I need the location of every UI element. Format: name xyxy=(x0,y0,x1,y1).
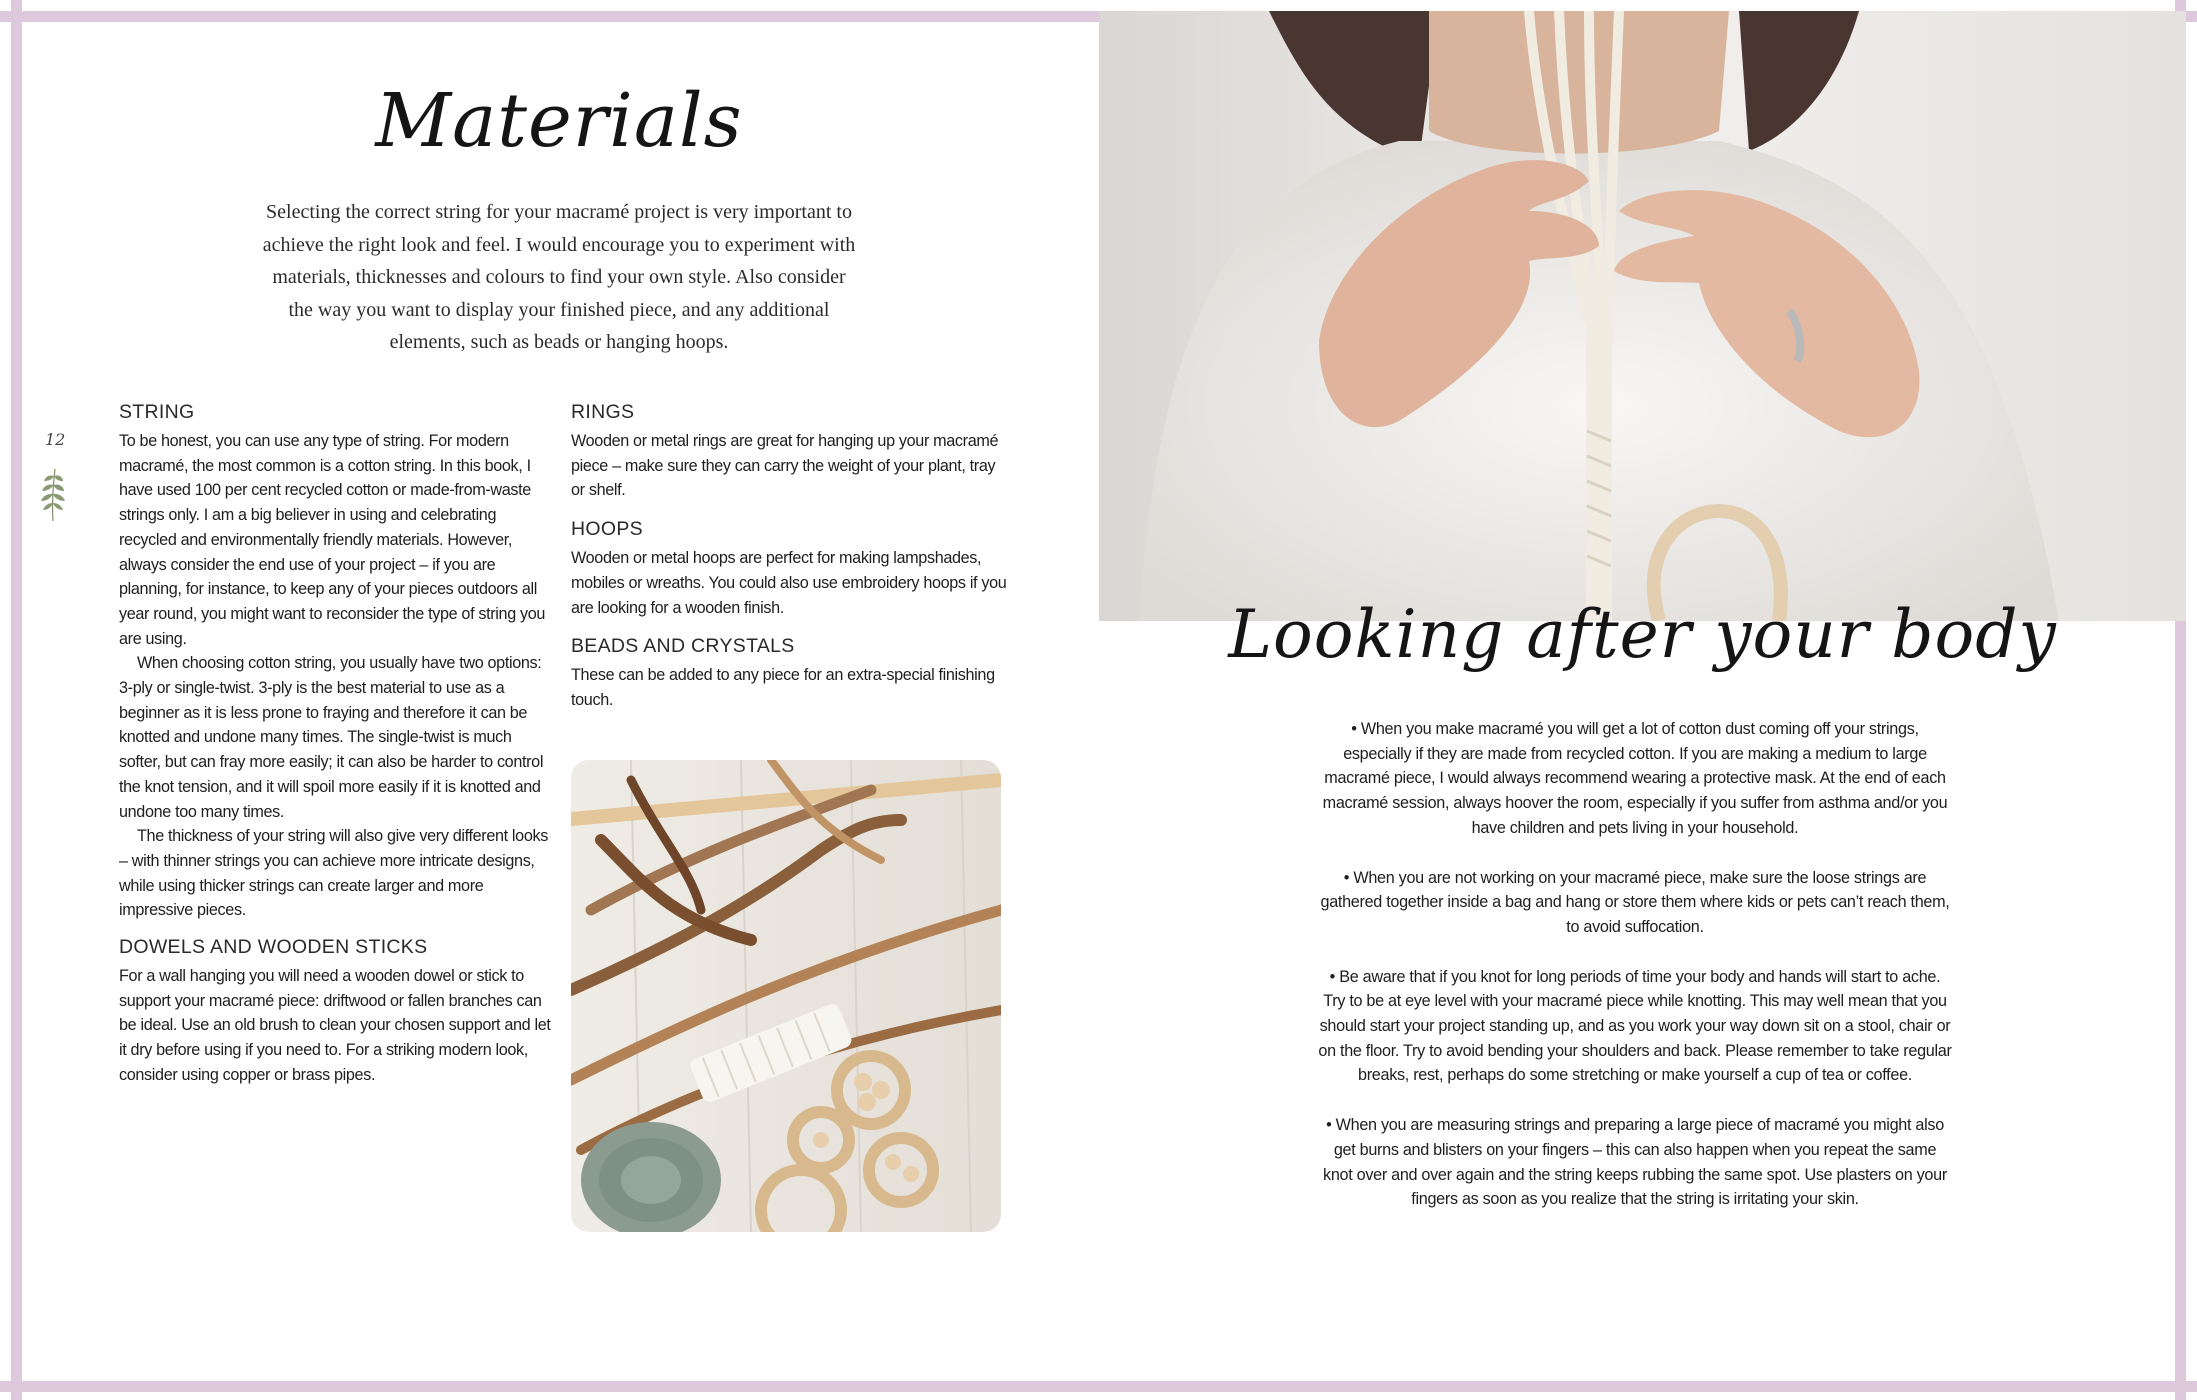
wooden-sticks-photo xyxy=(571,760,1001,1232)
materials-column-right xyxy=(571,400,1007,713)
beads-heading: BEADS AND CRYSTALS xyxy=(571,635,795,658)
beads-body: These can be added to any piece for an extra-special finishing touch. xyxy=(571,666,995,709)
body-care-bullet: • Be aware that if you knot for long periods of time your body and hands will start to ache. Try to be at eye level with your macramé piece while knotting. This may well mean that you should start your project standing up, and as you work your way down sit on a stool, chair or on the floor. Try to avoid bending your shoulders and back. Please remember to take regular breaks, rest, perhaps do some stretching or make yourself a cup of tea or coffee. xyxy=(1318,967,1952,1085)
body-care-bullets xyxy=(1318,717,1952,1237)
page-frame-left xyxy=(11,0,22,1400)
leaf-icon xyxy=(38,466,68,522)
body-care-bullet: • When you are not working on your macramé piece, make sure the loose strings are gathered together inside a bag and hang or store them where kids or pets can’t reach them, to avoid suffocation. xyxy=(1320,868,1950,936)
hoops-body: Wooden or metal hoops are perfect for making lampshades, mobiles or wreaths. You could also use embroidery hoops if you are looking for a wooden finish. xyxy=(571,549,1007,617)
dowels-heading: DOWELS AND WOODEN STICKS xyxy=(119,936,428,959)
materials-title: Materials xyxy=(375,78,743,164)
string-paragraph: The thickness of your string will also give very different looks – with thinner strings you can achieve more intricate designs, while using thicker strings can create larger and more impressive pieces. xyxy=(119,827,548,920)
string-heading: STRING xyxy=(119,401,195,423)
materials-column-left xyxy=(119,400,551,1088)
rings-body: Wooden or metal rings are great for hanging up your macramé piece – make sure they can carry the weight of your plant, tray or shelf. xyxy=(571,432,999,500)
hands-knotting-photo xyxy=(1099,11,2186,621)
dowels-body: For a wall hanging you will need a wooden dowel or stick to support your macramé piece: driftwood or fallen branches can be ideal. Use an old brush to clean your chosen support and let it dry before using if you need to. For a striking modern look, consider using copper or brass pipes. xyxy=(119,967,551,1084)
page-number: 12 xyxy=(45,430,66,449)
body-care-bullet: • When you are measuring strings and preparing a large piece of macramé you might also get burns and blisters on your fingers – this can also happen when you repeat the same knot over and over again and the string keeps rubbing the same spot. Use plasters on your fingers as soon as you realize that the string is irritating your skin. xyxy=(1323,1116,1947,1209)
rings-heading: RINGS xyxy=(571,401,635,423)
page-frame-bottom xyxy=(0,1381,2197,1392)
looking-after-body-title: Looking after your body xyxy=(1228,596,2057,673)
string-paragraph: When choosing cotton string, you usually have two options: 3-ply or single-twist. 3-ply is the best material to use as a beginner as it is less prone to fraying and therefore it can be knotted and undone many times. The single-twist is much softer, but can fray more easily; it can also be harder to control the knot tension, and it will spoil more easily if it is knotted and undone too many times. xyxy=(119,654,544,821)
string-paragraph: To be honest, you can use any type of string. For modern macramé, the most common is a cotton string. In this book, I have used 100 per cent recycled cotton or made-from-waste strings only. I am a big believer in using and celebrating recycled and environmentally friendly materials. However, always consider the end use of your project – if you are planning, for instance, to keep any of your pieces outdoors all year round, you might want to reconsider the type of string you are using. xyxy=(119,432,546,648)
materials-intro: Selecting the correct string for your macramé project is very important to achieve the right look and feel. I would encourage you to experiment with materials, thicknesses and colours to find your own style. Also consider the way you want to display your finished piece, and any additional elements, such as beads or hanging hoops. xyxy=(262,201,856,353)
hoops-heading: HOOPS xyxy=(571,518,643,541)
body-care-bullet: • When you make macramé you will get a lot of cotton dust coming off your strings, especially if they are made from recycled cotton. If you are making a medium to large macramé piece, I would always recommend wearing a protective mask. At the end of each macramé session, always hoover the room, especially if you suffer from asthma and/or you have children and pets living in your household. xyxy=(1322,720,1948,837)
